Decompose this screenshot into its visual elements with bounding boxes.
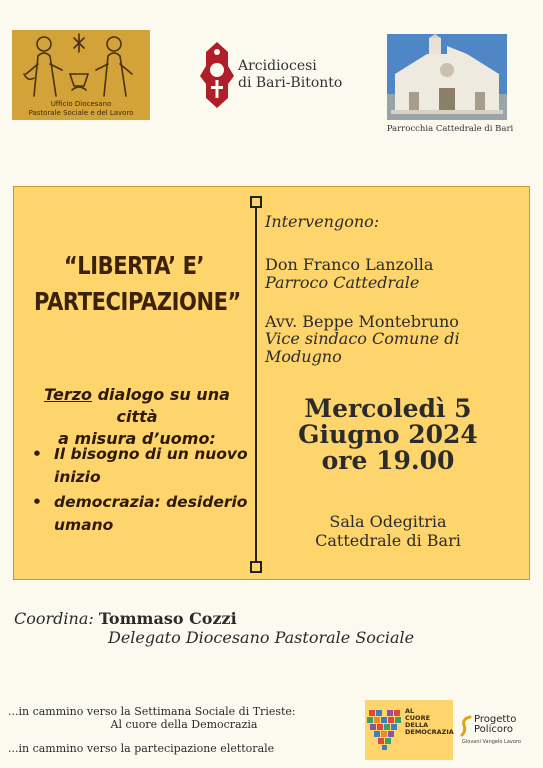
coordinator-label: Coordina:: [14, 609, 94, 628]
heart-mosaic-icon: [365, 700, 405, 760]
dialogue-intro: [22, 384, 252, 450]
speakers-heading: Intervengono:: [265, 212, 380, 231]
event-venue: [262, 512, 514, 550]
policoro-tagline: Giovani Vangelo Lavoro: [462, 739, 521, 745]
cathedral-facade-icon: [387, 34, 507, 120]
ufficio-caption-line2: Pastorale Sociale e del Lavoro: [28, 109, 134, 117]
topics-list: [22, 443, 258, 539]
speaker-name: Don Franco Lanzolla: [265, 255, 434, 274]
footer-line2: ...in cammino verso la partecipazione elettorale: [8, 742, 275, 755]
democracy-logo-line3: DELLA: [405, 721, 429, 729]
event-title: [34, 248, 241, 320]
event-venue-line1: Sala Odegitria: [329, 512, 447, 531]
progetto-policoro-logo: [460, 713, 530, 753]
footer-line1: ...in cammino verso la Settimana Sociale di Trieste:: [8, 705, 296, 718]
footer-line1-subtitle: Al cuore della Democrazia: [110, 718, 258, 731]
cathedral-photo: [387, 34, 507, 120]
coordinator-name: Tommaso Cozzi: [98, 609, 237, 628]
list-item: [22, 491, 258, 537]
intro-underlined-word: Terzo: [44, 385, 93, 404]
arcidiocesi-name-line2: di Bari-Bitonto: [238, 75, 343, 91]
event-venue-line2: Cattedrale di Bari: [315, 531, 461, 550]
democracy-logo-line2: CUORE: [405, 714, 431, 722]
arcidiocesi-name: [238, 58, 342, 92]
event-datetime: [262, 396, 514, 474]
event-date-line1: Mercoledì 5: [304, 394, 472, 423]
list-item: [22, 443, 258, 489]
speaker-role: Vice sindaco Comune di Modugno: [265, 329, 460, 366]
coordinator-line: [14, 609, 534, 629]
democracy-logo-line4: DEMOCRAZIA: [405, 728, 454, 736]
topic-text: Il bisogno di un nuovo inizio: [54, 445, 248, 486]
policoro-name: [474, 715, 516, 735]
policoro-name-line2: Policoro: [474, 724, 513, 735]
ufficio-pastorale-logo: [12, 30, 150, 120]
event-title-line1: “LIBERTA’ E’: [63, 251, 205, 280]
saints-illustration-icon: [12, 30, 150, 100]
democracy-logo-line1: AL: [405, 707, 415, 715]
divider-cap-top: [250, 196, 262, 208]
event-title-line2: PARTECIPAZIONE”: [34, 287, 241, 316]
speaker-role: Parroco Cattedrale: [265, 273, 420, 292]
bullet-icon: •: [32, 445, 42, 463]
arcidiocesi-logo: [198, 40, 358, 110]
intro-rest-line1: dialogo su una città: [92, 385, 230, 426]
coordinator-role: Delegato Diocesano Pastorale Sociale: [108, 628, 415, 647]
speaker-name: Avv. Beppe Montebruno: [265, 312, 459, 331]
ufficio-caption-line1: Ufficio Diocesano: [50, 100, 112, 108]
al-cuore-della-democrazia-logo: [365, 700, 453, 760]
event-time: ore 19.00: [321, 446, 455, 475]
policoro-name-line1: Progetto: [474, 714, 517, 725]
arcidiocesi-emblem-icon: [198, 40, 236, 110]
parish-caption: Parrocchia Cattedrale di Bari: [386, 124, 514, 134]
topic-text: democrazia: desiderio umano: [54, 493, 248, 534]
arcidiocesi-name-line1: Arcidiocesi: [238, 58, 317, 74]
democracy-logo-text: [405, 707, 454, 736]
bullet-icon: •: [32, 493, 42, 511]
dialogue-intro-line2: a misura d’uomo:: [58, 429, 216, 448]
ufficio-caption: [12, 100, 150, 118]
dialogue-intro-line1: [22, 384, 252, 428]
policoro-mark-icon: [460, 715, 474, 737]
divider-cap-bottom: [250, 561, 262, 573]
event-date-line2: Giugno 2024: [298, 420, 478, 449]
